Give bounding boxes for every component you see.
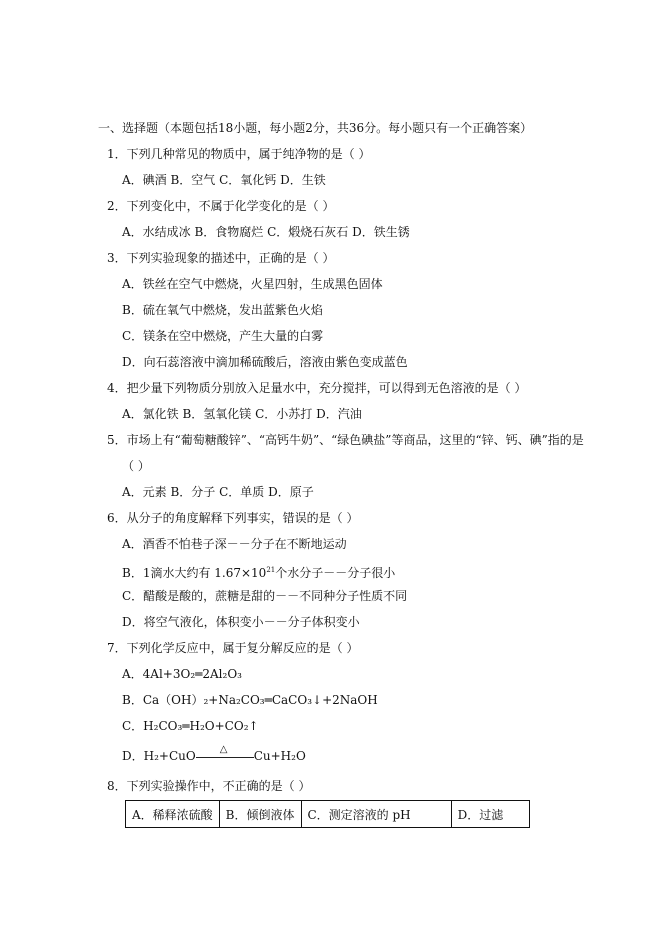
question-8-options-table <box>125 800 530 828</box>
option-b-prefix: B．1滴水大约有 1.67×10 <box>122 566 267 580</box>
equation-products: Cu+H₂O <box>253 749 306 763</box>
question-2-stem: 2．下列变化中，不属于化学变化的是（ ） <box>107 199 335 213</box>
question-5-stem-continued: （ ） <box>122 459 150 473</box>
exponent: 21 <box>266 566 276 574</box>
table-cell-c: C．测定溶液的 pH <box>301 801 451 828</box>
reaction-arrow <box>196 743 254 763</box>
question-3-option-c: C．镁条在空中燃烧，产生大量的白雾 <box>122 329 324 343</box>
table-cell-d: D．过滤 <box>451 801 530 828</box>
question-4-stem: 4．把少量下列物质分别放入足量水中，充分搅拌，可以得到无色溶液的是（ ） <box>107 381 527 395</box>
question-5-stem: 5．市场上有“葡萄糖酸锌”、“高钙牛奶”、“绿色碘盐”等商品，这里的“锌、钙、碘”指的是 <box>107 433 584 447</box>
question-1-options: A．碘酒 B．空气 C．氧化钙 D．生铁 <box>122 173 326 187</box>
question-5-options: A．元素 B．分子 C．单质 D．原子 <box>122 485 314 499</box>
question-2-options: A．水结成冰 B．食物腐烂 C．煅烧石灰石 D．铁生锈 <box>122 225 410 239</box>
question-6-stem: 6．从分子的角度解释下列事实，错误的是（ ） <box>107 511 359 525</box>
question-3-option-d: D．向石蕊溶液中滴加稀硫酸后，溶液由紫色变成蓝色 <box>122 355 408 369</box>
question-6-option-d: D．将空气液化，体积变小－－分子体积变小 <box>122 615 360 629</box>
section-header: 一、选择题（本题包括18小题，每小题2分，共36分。每小题只有一个正确答案） <box>98 121 533 135</box>
question-7-option-d <box>122 743 306 764</box>
question-8-stem: 8．下列实验操作中，不正确的是（ ） <box>107 779 311 793</box>
question-7-stem: 7．下列化学反应中，属于复分解反应的是（ ） <box>107 641 359 655</box>
equation-reactants: D．H₂+CuO <box>122 749 196 763</box>
table-row <box>126 801 530 828</box>
question-3-stem: 3．下列实验现象的描述中，正确的是（ ） <box>107 251 335 265</box>
question-6-option-b <box>122 562 395 581</box>
question-1-stem: 1．下列几种常见的物质中，属于纯净物的是（ ） <box>107 147 371 161</box>
question-6-option-a: A．酒香不怕巷子深－－分子在不断地运动 <box>122 537 347 551</box>
question-7-option-b: B．Ca（OH）₂+Na₂CO₃═CaCO₃↓+2NaOH <box>122 693 378 707</box>
question-3-option-b: B．硫在氧气中燃烧，发出蓝紫色火焰 <box>122 303 323 317</box>
question-7-option-c: C．H₂CO₃═H₂O+CO₂↑ <box>122 719 259 733</box>
heat-condition-icon: △ <box>219 743 228 755</box>
option-b-suffix: 个水分子－－分子很小 <box>275 566 396 580</box>
question-4-options: A．氯化铁 B．氢氧化镁 C．小苏打 D．汽油 <box>122 407 362 421</box>
table-cell-a: A．稀释浓硫酸 <box>126 801 220 828</box>
question-3-option-a: A．铁丝在空气中燃烧，火星四射，生成黑色固体 <box>122 277 383 291</box>
table-cell-b: B．倾倒液体 <box>219 801 301 828</box>
question-7-option-a: A．4Al+3O₂═2Al₂O₃ <box>122 667 242 681</box>
question-6-option-c: C．醋酸是酸的，蔗糖是甜的－－不同种分子性质不同 <box>122 589 408 603</box>
arrow-line <box>196 757 254 758</box>
